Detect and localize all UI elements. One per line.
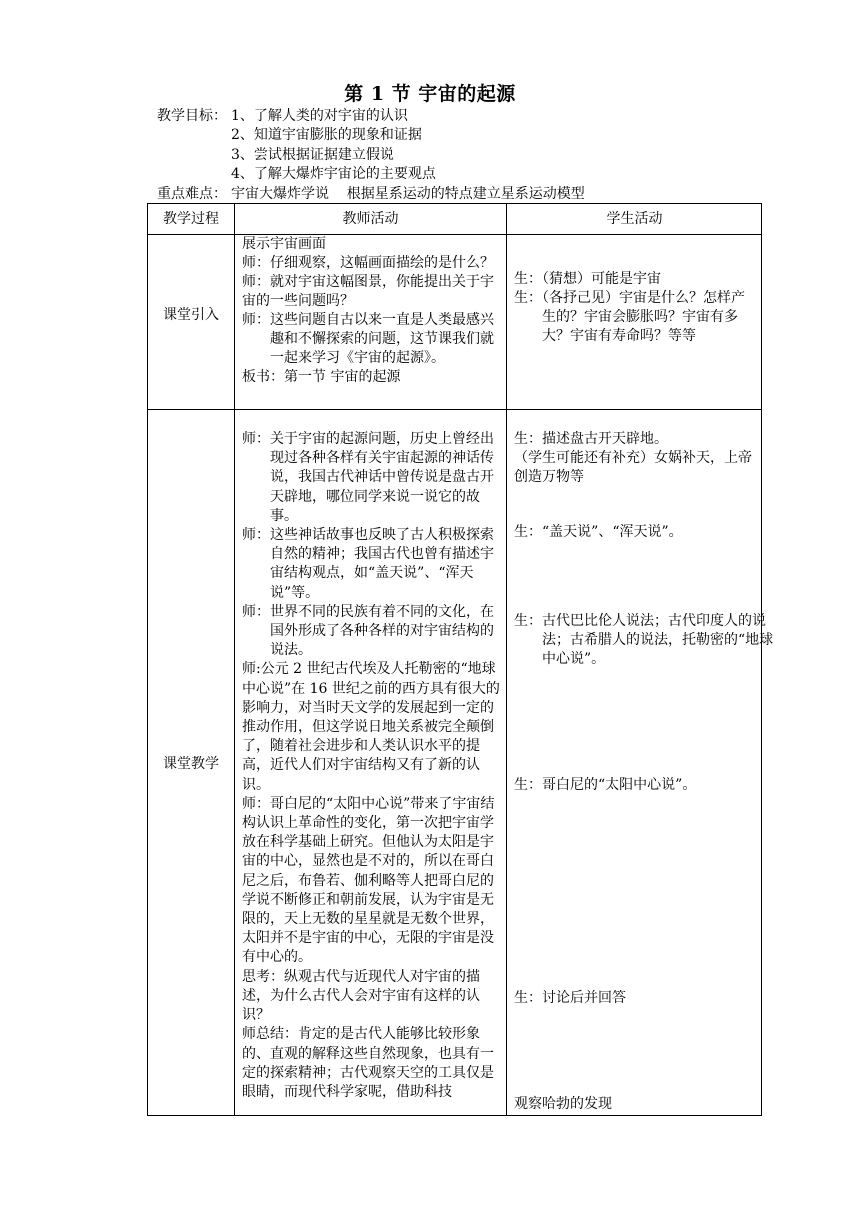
teacher-line: 师:公元 2 世纪古代埃及人托勒密的“地球中心说”在 16 世纪之前的西方具有很大的影响力，对当时天文学的发展起到一定的推动作用，但这学说日地关系被完全颠倒了，随着社会进步和人类认识水平的提高，近代人们对宇宙结构又有了新的认识。 [242, 661, 500, 793]
teacher-activity-intro [242, 235, 504, 387]
row-divider [148, 409, 761, 410]
column-divider [234, 204, 235, 1115]
stage-teaching: 课堂教学 [163, 756, 219, 772]
teacher-line: 师：这些问题自古以来一直是人类最感兴趣和不懈探索的问题，这节课我们就一起来学习《宇宙的起源》。 [242, 312, 494, 366]
student-line: 生：（各抒己见）宇宙是什么？怎样产生的？宇宙会膨胀吗？宇宙有多大？宇宙有寿命吗？等等 [514, 290, 745, 344]
teacher-line: 师：关于宇宙的起源问题，历史上曾经出现过各种各样有关宇宙起源的神话传说，我国古代神话中曾传说是盘古开天辟地，哪位同学来说一说它的故事。 [242, 431, 494, 524]
keypoints-label: 重点难点： [157, 186, 227, 202]
student-line: 生：（猜想）可能是宇宙 [514, 271, 661, 287]
lesson-title: 第 1 节 宇宙的起源 [344, 83, 516, 105]
student-line: （学生可能还有补充）女娲补天，上帝创造万物等 [514, 450, 752, 485]
header-student: 学生活动 [606, 211, 663, 227]
keypoints-text: 宇宙大爆炸学说 根据星系运动的特点建立星系运动模型 [231, 186, 585, 202]
student-line: 生：“盖天说”、“浑天说”。 [514, 524, 683, 540]
teacher-line: 师：世界不同的民族有着不同的文化，在国外形成了各种各样的对宇宙结构的说法。 [242, 603, 494, 659]
column-divider [506, 204, 507, 1115]
student-activity-intro [514, 270, 758, 346]
teacher-line: 师总结：肯定的是古代人能够比较形象的、直观的解释这些自然现象，也具有一定的探索精神；古代观察天空的工具仅是眼睛，而现代科学家呢，借助科技 [242, 1026, 494, 1100]
goals-label: 教学目标： [157, 108, 227, 124]
goal-item: 3、尝试根据证据建立假说 [231, 147, 394, 163]
student-line: 生：哥白尼的“太阳中心说”。 [514, 777, 697, 793]
teacher-line: 思考：纵观古代与近现代人对宇宙的描述，为什么古代人会对宇宙有这样的认识？ [242, 968, 480, 1024]
goal-item: 4、了解大爆炸宇宙论的主要观点 [231, 166, 436, 182]
teacher-line: 师：这些神话故事也反映了古人积极探索自然的精神；我国古代也曾有描述宇宙结构观点，如“盖天说”、“浑天说”等。 [242, 527, 494, 601]
teacher-line: 板书：第一节 宇宙的起源 [242, 369, 401, 385]
student-line: 生：描述盘古开天辟地。 [514, 431, 668, 447]
student-line: 生：古代巴比伦人说法；古代印度人的说法；古希腊人的说法，托勒密的“地球中心说”。 [514, 613, 774, 667]
goal-item: 1、了解人类的对宇宙的认识 [231, 108, 408, 124]
goal-item: 2、知道宇宙膨胀的现象和证据 [231, 127, 422, 143]
teacher-line: 师：哥白尼的“太阳中心说”带来了宇宙结构认识上革命性的变化，第一次把宇宙学放在科学基础上研究。但他认为太阳是宇宙的中心，显然也是不对的，所以在哥白尼之后，布鲁若、伽利略等人把哥白尼的学说不断修正和朝前发展，认为宇宙是无限的，天上无数的星星就是无数个世界，太阳并不是宇宙的中心，无限的宇宙是没有中心的。 [242, 795, 495, 966]
teacher-line: 展示宇宙画面 [242, 236, 326, 252]
teacher-activity-teaching [242, 430, 504, 1102]
student-line: 观察哈勃的发现 [514, 1096, 612, 1112]
stage-intro: 课堂引入 [163, 307, 219, 323]
lesson-table [147, 203, 774, 1116]
header-teacher: 教师活动 [342, 211, 399, 227]
teacher-line: 师：就对宇宙这幅图景，你能提出关于宇宙的一些问题吗？ [242, 274, 494, 309]
student-line: 生：讨论后并回答 [514, 990, 626, 1006]
header-stage: 教学过程 [163, 211, 219, 227]
teacher-line: 师：仔细观察，这幅画面描绘的是什么？ [242, 255, 494, 271]
